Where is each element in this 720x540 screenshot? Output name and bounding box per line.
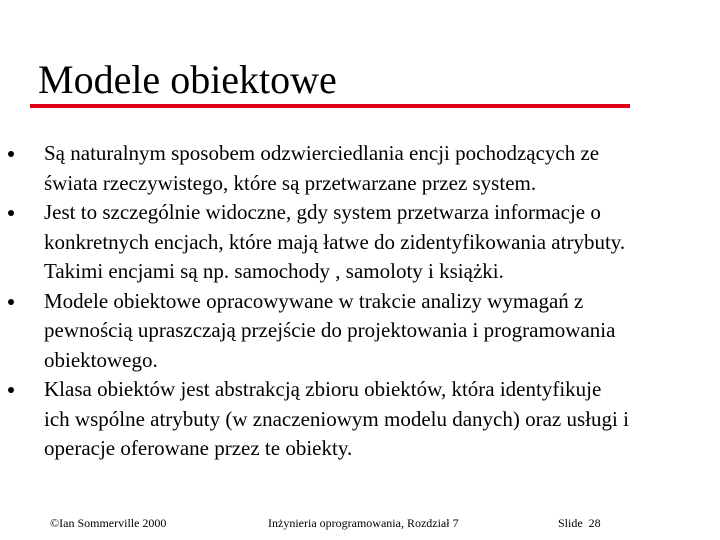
- title-underline: [30, 104, 630, 108]
- footer-copyright: ©Ian Sommerville 2000: [50, 516, 167, 530]
- slide-title: Modele obiektowe: [38, 57, 337, 102]
- bullet-text: Klasa obiektów jest abstrakcją zbioru obiektów, która identyfikuje ich wspólne atrybuty (w znaczeniowym modelu danych) oraz usługi i operacje oferowane przez te obiekty.: [44, 377, 629, 460]
- bullet-text: Jest to szczególnie widoczne, gdy system przetwarza informacje o konkretnych encjach, które mają łatwe do zidentyfikowania atrybuty. Takimi encjami są np. samochody , samoloty i książki.: [44, 200, 626, 283]
- bullet-item: [0, 198, 720, 287]
- bullet-item: [0, 139, 720, 198]
- footer-slide-number: Slide 28: [558, 516, 601, 530]
- bullet-icon: [8, 151, 14, 157]
- footer-course: Inżynieria oprogramowania, Rozdział 7: [268, 516, 459, 530]
- bullet-text: Są naturalnym sposobem odzwierciedlania encji pochodzących ze świata rzeczywistego, które są przetwarzane przez system.: [44, 141, 600, 195]
- bullet-text: Modele obiektowe opracowywane w trakcie analizy wymagań z pewnością upraszczają przejście do projektowania i programowania obiektowego.: [44, 288, 616, 372]
- bullet-list: [0, 139, 720, 464]
- bullet-item: [0, 287, 720, 376]
- bullet-item: [0, 375, 720, 464]
- bullet-icon: [8, 387, 14, 393]
- bullet-icon: [8, 299, 14, 305]
- bullet-icon: [8, 210, 14, 216]
